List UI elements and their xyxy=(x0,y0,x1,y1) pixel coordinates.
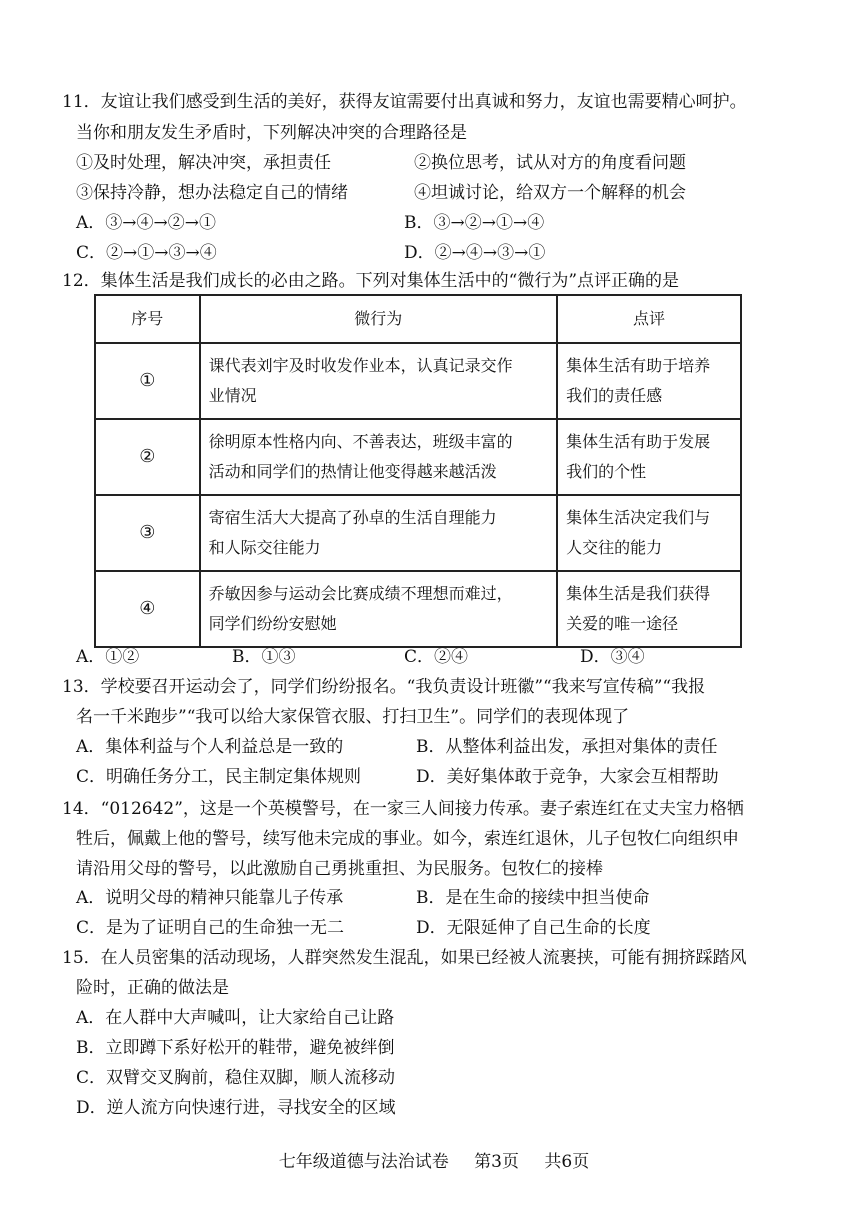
table-row xyxy=(95,495,741,571)
q11-statement-2: ②换位思考，试从对方的角度看问题 xyxy=(414,153,686,173)
comment-line: 集体生活是我们获得 xyxy=(566,584,711,603)
q14-stem-line2: 牲后，佩戴上他的警号，续写他未完成的事业。如今，索连红退休，儿子包牧仁向组织申 xyxy=(76,829,739,849)
q15-stem-line2: 险时，正确的做法是 xyxy=(76,978,229,998)
q13-option-a: A．集体利益与个人利益总是一致的 xyxy=(76,737,344,757)
row-number: ② xyxy=(95,419,200,495)
q14-stem-line3: 请沿用父母的警号，以此激励自己勇挑重担、为民服务。包牧仁的接棒 xyxy=(76,859,603,879)
q12-stem: 12．集体生活是我们成长的必由之路。下列对集体生活中的“微行为”点评正确的是 xyxy=(62,271,680,291)
q15-option-a: A．在人群中大声喊叫，让大家给自己让路 xyxy=(76,1008,395,1028)
q11-option-c: C．②→①→③→④ xyxy=(76,243,217,263)
comment-line: 集体生活有助于发展 xyxy=(566,432,711,451)
q11-option-a: A．③→④→②→① xyxy=(76,213,217,233)
row-comment xyxy=(557,495,741,571)
q11-stem-line1: 11．友谊让我们感受到生活的美好，获得友谊需要付出真诚和努力，友谊也需要精心呵护。 xyxy=(62,92,747,112)
q14-option-c: C．是为了证明自己的生命独一无二 xyxy=(76,918,345,938)
comment-line: 我们的责任感 xyxy=(566,386,663,405)
comment-line: 集体生活决定我们与 xyxy=(566,508,711,527)
behavior-line: 徐明原本性格内向、不善表达，班级丰富的 xyxy=(208,432,513,451)
row-number: ① xyxy=(95,343,200,419)
behavior-line: 课代表刘宇及时收发作业本，认真记录交作 xyxy=(208,356,513,375)
behavior-line: 活动和同学们的热情让他变得越来越活泼 xyxy=(208,462,497,481)
q14-stem-line1: 14．“012642”，这是一个英模警号，在一家三人间接力传承。妻子索连红在丈夫宝力格牺 xyxy=(62,799,744,819)
header-comment: 点评 xyxy=(557,295,741,343)
footer-total-pages: 共6页 xyxy=(544,1152,590,1172)
q11-statement-1: ①及时处理，解决冲突，承担责任 xyxy=(76,153,331,173)
q12-option-a: A．①② xyxy=(76,647,140,667)
behavior-line: 乔敏因参与运动会比赛成绩不理想而难过， xyxy=(208,584,513,603)
q15-stem-line1: 15．在人员密集的活动现场，人群突然发生混乱，如果已经被人流裹挟，可能有拥挤踩踏风 xyxy=(62,948,747,968)
q13-stem-line1: 13．学校要召开运动会了，同学们纷纷报名。“我负责设计班徽”“我来写宣传稿”“我报 xyxy=(62,677,706,697)
behavior-line: 业情况 xyxy=(208,386,257,405)
q13-option-d: D．美好集体敢于竞争，大家会互相帮助 xyxy=(416,767,719,787)
q11-option-b: B．③→②→①→④ xyxy=(404,213,545,233)
q12-option-d: D．③④ xyxy=(580,647,645,667)
row-behavior xyxy=(200,495,558,571)
behavior-line: 寄宿生活大大提高了孙卓的生活自理能力 xyxy=(208,508,497,527)
comment-line: 人交往的能力 xyxy=(566,538,663,557)
q14-option-a: A．说明父母的精神只能靠儿子传承 xyxy=(76,888,344,908)
q11-option-d: D．②→④→③→① xyxy=(404,243,546,263)
page-footer xyxy=(0,1147,868,1172)
q14-option-d: D．无限延伸了自己生命的长度 xyxy=(416,918,651,938)
table-row xyxy=(95,571,741,647)
comment-line: 关爱的唯一途径 xyxy=(566,614,679,633)
q15-option-d: D．逆人流方向快速行进，寻找安全的区域 xyxy=(76,1098,396,1118)
table-row xyxy=(95,343,741,419)
comment-line: 集体生活有助于培养 xyxy=(566,356,711,375)
q15-option-c: C．双臂交叉胸前，稳住双脚，顺人流移动 xyxy=(76,1068,396,1088)
row-number: ③ xyxy=(95,495,200,571)
row-comment xyxy=(557,419,741,495)
q14-option-b: B．是在生命的接续中担当使命 xyxy=(416,888,650,908)
q13-option-c: C．明确任务分工，民主制定集体规则 xyxy=(76,767,362,787)
footer-title: 七年级道德与法治试卷 xyxy=(278,1152,449,1172)
q12-behavior-table xyxy=(94,294,742,648)
q11-statement-3: ③保持冷静，想办法稳定自己的情绪 xyxy=(76,183,348,203)
row-comment xyxy=(557,343,741,419)
q13-stem-line2: 名一千米跑步”“我可以给大家保管衣服、打扫卫生”。同学们的表现体现了 xyxy=(76,707,630,727)
table-header-row xyxy=(95,295,741,343)
row-behavior xyxy=(200,571,558,647)
q15-option-b: B．立即蹲下系好松开的鞋带，避免被绊倒 xyxy=(76,1038,395,1058)
behavior-line: 和人际交往能力 xyxy=(208,538,321,557)
row-behavior xyxy=(200,343,558,419)
table-row xyxy=(95,419,741,495)
q13-option-b: B．从整体利益出发，承担对集体的责任 xyxy=(416,737,718,757)
q12-option-b: B．①③ xyxy=(232,647,296,667)
q12-option-c: C．②④ xyxy=(404,647,469,667)
comment-line: 我们的个性 xyxy=(566,462,647,481)
header-number: 序号 xyxy=(95,295,200,343)
row-comment xyxy=(557,571,741,647)
row-behavior xyxy=(200,419,558,495)
q11-stem-line2: 当你和朋友发生矛盾时，下列解决冲突的合理路径是 xyxy=(76,123,467,143)
row-number: ④ xyxy=(95,571,200,647)
footer-page-number: 第3页 xyxy=(474,1152,519,1172)
q11-statement-4: ④坦诚讨论，给双方一个解释的机会 xyxy=(414,183,686,203)
behavior-line: 同学们纷纷安慰她 xyxy=(208,614,337,633)
header-behavior: 微行为 xyxy=(200,295,558,343)
